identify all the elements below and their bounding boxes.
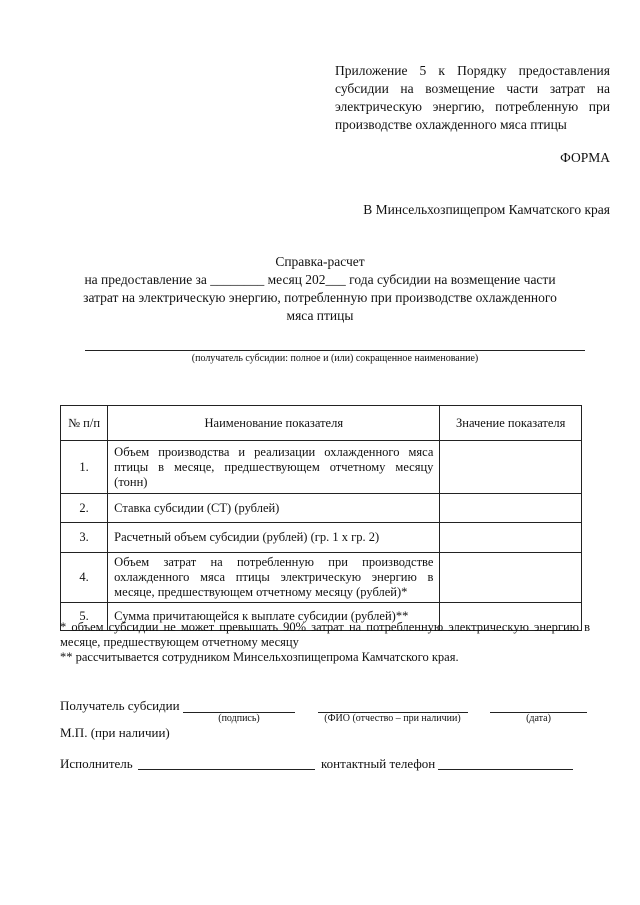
stamp-label: М.П. (при наличии) <box>60 725 170 740</box>
row-name: Сумма причитающейся к выплате субсидии (рублей)** <box>108 603 440 631</box>
row-value <box>440 494 582 523</box>
row-name: Ставка субсидии (СТ) (рублей) <box>108 494 440 523</box>
header-name: Наименование показателя <box>108 406 440 441</box>
row-name: Объем затрат на потребленную при производстве охлажденного мяса птицы электрическую энергию в месяце, предшествующем отчетному месяцу (рублей)* <box>108 553 440 603</box>
executor-label: Исполнитель <box>60 756 133 771</box>
phone-line[interactable] <box>438 769 573 770</box>
footnote-2: ** рассчитывается сотрудником Минсельхозпищепрома Камчатского края. <box>60 650 459 664</box>
footnote-1: * объем субсидии не может превышать 90% затрат на потребленную электрическую энергию в месяце, предшествующем отчетному месяцу <box>60 620 590 649</box>
row-num: 1. <box>61 441 108 494</box>
table-row <box>61 441 582 494</box>
signature-hint: (подпись) <box>218 713 260 724</box>
recipient-hint: (получатель субсидии: полное и (или) сокращенное наименование) <box>191 353 479 364</box>
row-value <box>440 441 582 494</box>
table-row <box>61 553 582 603</box>
row-name: Расчетный объем субсидии (рублей) (гр. 1 х гр. 2) <box>108 523 440 553</box>
document-subtitle-line: мяса птицы <box>286 308 354 323</box>
table-header-row <box>61 406 582 441</box>
row-num: 4. <box>61 553 108 603</box>
row-name: Объем производства и реализации охлажденного мяса птицы в месяце, предшествующем отчетному месяцу (тонн) <box>108 441 440 494</box>
table-row <box>61 494 582 523</box>
fio-hint: (ФИО (отчество – при наличии) <box>324 713 461 724</box>
phone-label: контактный телефон <box>321 756 436 771</box>
date-hint: (дата) <box>526 713 551 724</box>
document-subtitle-line: на предоставление за ________ месяц 202___ года субсидии на возмещение части <box>84 272 556 287</box>
executor-line[interactable] <box>138 769 315 770</box>
row-num: 2. <box>61 494 108 523</box>
row-num: 3. <box>61 523 108 553</box>
row-value <box>440 553 582 603</box>
appendix-reference: Приложение 5 к Порядку предоставления субсидии на возмещение части затрат на электрическую энергию, потребленную при производстве охлажденного мяса птицы <box>335 63 610 132</box>
addressee: В Минсельхозпищепром Камчатского края <box>363 202 610 217</box>
header-value: Значение показателя <box>440 406 582 441</box>
row-value <box>440 523 582 553</box>
header-num: № п/п <box>61 406 108 441</box>
footnotes <box>60 620 590 665</box>
document-subtitle-line: затрат на электрическую энергию, потребленную при производстве охлажденного <box>83 290 557 305</box>
table-row <box>61 523 582 553</box>
document-title: Справка-расчет <box>275 254 365 269</box>
recipient-name-line <box>85 350 585 351</box>
form-label: ФОРМА <box>560 150 610 165</box>
indicators-table <box>60 405 582 631</box>
recipient-label: Получатель субсидии <box>60 698 180 713</box>
row-num: 5. <box>61 603 108 631</box>
